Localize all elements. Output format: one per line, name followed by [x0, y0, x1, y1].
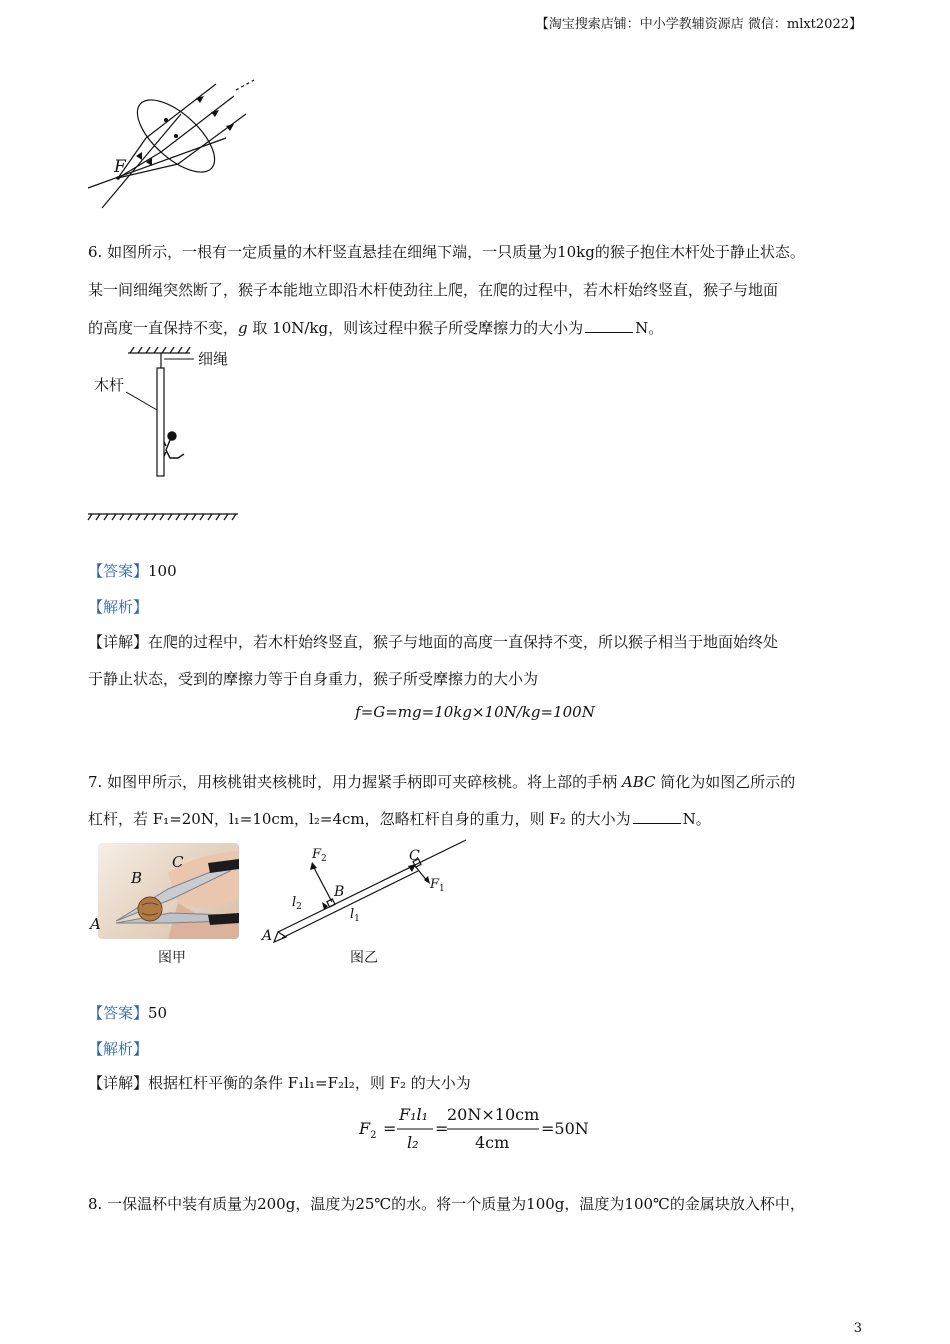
- focus-label: F: [114, 157, 126, 177]
- lever-label-a: A: [262, 928, 273, 944]
- f2-force-line: [312, 864, 332, 902]
- eq-num2: 20N×10cm: [447, 1105, 540, 1124]
- q6-line1: 6. 如图所示，一根有一定质量的木杆竖直悬挂在细绳下端，一只质量为10kg的猴子抱住木杆处于静止状态。: [88, 243, 805, 261]
- q6-answer: [88, 560, 878, 581]
- fig-b-caption: 图乙: [350, 950, 378, 966]
- q7-abc: ABC: [621, 773, 656, 791]
- pole-pointer: [126, 392, 157, 410]
- q6-line3: [88, 317, 878, 338]
- q6-line3-a: 的高度一直保持不变，: [88, 319, 239, 337]
- ceiling-hatch: [128, 347, 190, 353]
- q7-answer-blank: [633, 811, 681, 824]
- lever-label-f1: $F_1$: [430, 877, 445, 894]
- lens-figure: [86, 76, 266, 212]
- q6-g-symbol: g: [238, 319, 248, 337]
- q7-line2-end: N。: [682, 810, 711, 828]
- q7-line2-text: 杠杆，若 F₁=20N，l₁=10cm，l₂=4cm，忽略杠杆自身的重力，则 F₂ 的大小为: [88, 810, 631, 828]
- lever-label-b: B: [334, 884, 345, 900]
- q7-line1-b: 简化为如图乙所示的: [655, 773, 796, 791]
- q6-answer-tag: 【答案】: [88, 562, 149, 580]
- q6-analysis-tag: 【解析】: [88, 598, 149, 616]
- convex-lens-drawing: [88, 80, 254, 208]
- q7-equation: [355, 1100, 605, 1160]
- eq-den2: 4cm: [475, 1133, 510, 1152]
- q6-answer-value: 100: [148, 562, 177, 580]
- q7-line1: [88, 771, 878, 792]
- q7-answer-value: 50: [148, 1004, 168, 1022]
- eq-equals-2: =: [435, 1119, 449, 1138]
- monkey-icon: [164, 432, 184, 458]
- q6-detail-tag: 【详解】: [88, 633, 149, 651]
- eq-equals-1: =: [383, 1119, 397, 1138]
- fig-a-label-c: C: [172, 853, 184, 871]
- eq-den1: l₂: [407, 1133, 419, 1152]
- q7-answer: [88, 1002, 878, 1023]
- rope-label: 细绳: [198, 350, 229, 368]
- q6-line3-c: N。: [635, 319, 664, 337]
- lever-label-f2: $F_2$: [312, 847, 327, 864]
- q6-line3-b: 取 10N/kg，则该过程中猴子所受摩擦力的大小为: [247, 319, 584, 337]
- q6-detail1: [88, 631, 878, 652]
- eq-num1: F₁l₁: [399, 1105, 429, 1124]
- q6-detail1-text: 在爬的过程中，若木杆始终竖直，猴子与地面的高度一直保持不变，所以猴子相当于地面始终处: [148, 633, 779, 651]
- q7-line1-a: 7. 如图甲所示，用核桃钳夹核桃时，用力握紧手柄即可夹碎核桃。将上部的手柄: [88, 773, 622, 791]
- q7-line2: [88, 808, 878, 829]
- q7-detail: [88, 1072, 878, 1093]
- eq-lhs: $F_2$: [359, 1119, 377, 1141]
- q6-detail2: 于静止状态，受到的摩擦力等于自身重力，猴子所受摩擦力的大小为: [88, 670, 539, 688]
- q7-analysis-tag: 【解析】: [88, 1040, 149, 1058]
- q7-detail-text: 根据杠杆平衡的条件 F₁l₁=F₂l₂，则 F₂ 的大小为: [148, 1074, 471, 1092]
- q6-answer-blank: [585, 320, 633, 333]
- eq-result: =50N: [541, 1119, 589, 1138]
- ground-hatch: [88, 514, 238, 520]
- b-right-angle: [327, 899, 335, 907]
- q7-detail-tag: 【详解】: [88, 1074, 149, 1092]
- monkey-pole-figure: [86, 344, 256, 524]
- nutcracker-drawing: [98, 843, 239, 939]
- lever-bottom-edge: [282, 871, 418, 938]
- lever-label-c: C: [409, 848, 420, 864]
- f2-arrowhead: [310, 862, 317, 870]
- fig-a-caption: 图甲: [158, 950, 186, 966]
- fig-a-label-a: A: [90, 915, 101, 933]
- q7-answer-tag: 【答案】: [88, 1004, 149, 1022]
- lever-diagram: [258, 838, 472, 948]
- lever-label-l2: $l_2$: [292, 895, 302, 912]
- q8-line1: 8. 一保温杯中装有质量为200g，温度为25℃的水。将一个质量为100g，温度为100℃的金属块放入杯中，: [88, 1195, 805, 1213]
- page-number: 3: [853, 1321, 862, 1336]
- q6-formula: f=G=mg=10kg×10N/kg=100N: [355, 703, 595, 721]
- fig-a-label-b: B: [131, 869, 143, 887]
- q6-analysis: [88, 596, 878, 617]
- q7-analysis: [88, 1038, 878, 1059]
- lever-label-l1: $l_1$: [350, 907, 360, 924]
- pole-label: 木杆: [94, 376, 125, 394]
- q6-line2: 某一间细绳突然断了，猴子本能地立即沿木杆使劲往上爬，在爬的过程中，若木杆始终竖直，猴子与地面: [88, 281, 779, 299]
- page-header: 【淘宝搜索店铺：中小学教辅资源店 微信：mlxt2022】: [535, 17, 862, 32]
- nutcracker-photo: [98, 843, 239, 939]
- pole: [157, 368, 164, 476]
